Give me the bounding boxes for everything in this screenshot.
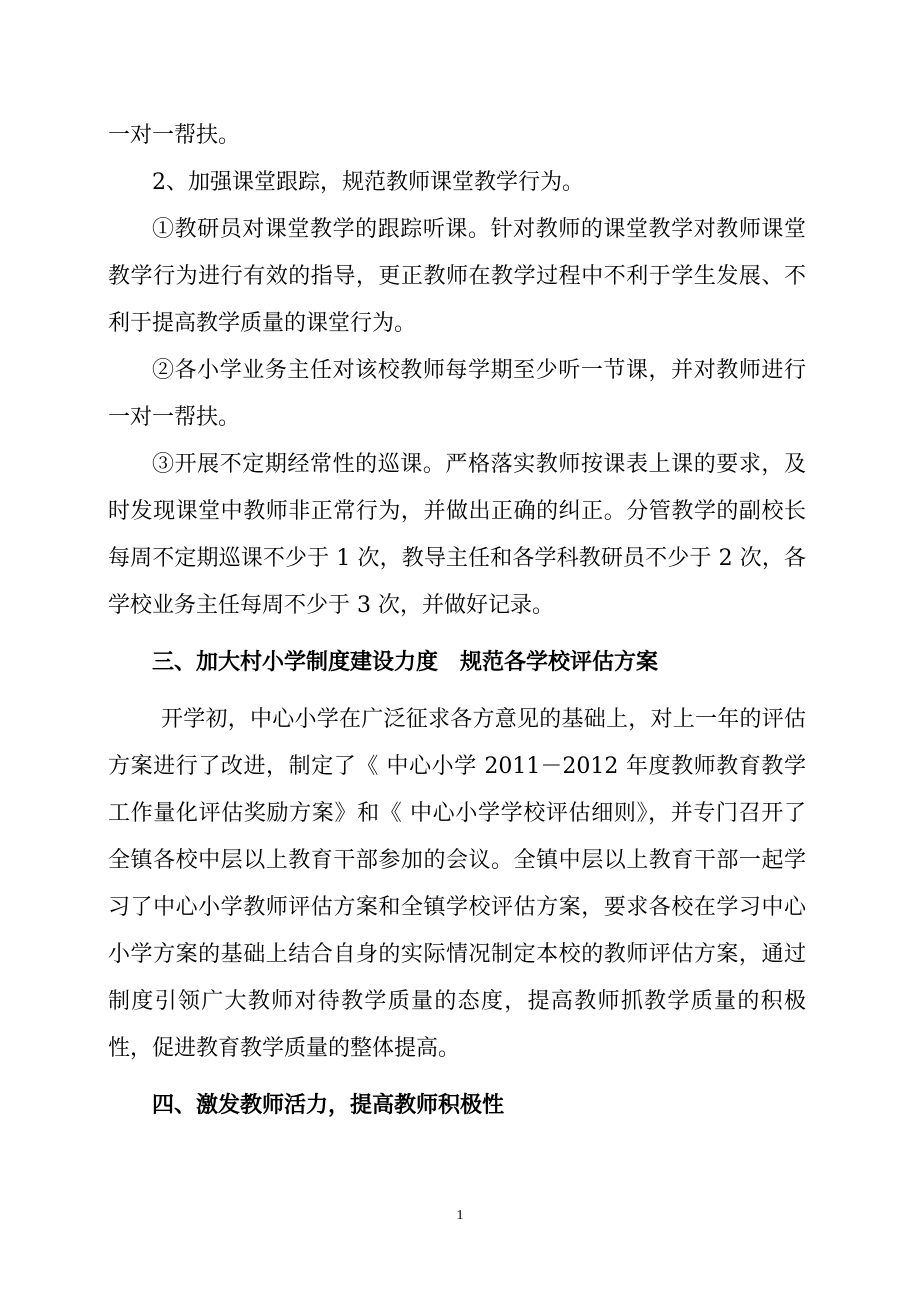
- paragraph-section-3-body: 开学初，中心小学在广泛征求各方意见的基础上，对上一年的评估方案进行了改进，制定了《 中心小学 2011－2012 年度教师教育教学工作量化评估奖励方案》和《 中心小学学校评估细则》，并专门召开了全镇各校中层以上教育干部参加的会议。全镇中层以上教育干部一起学习了中心小学教师评估方案和全镇学校评估方案，要求各校在学习中心小学方案的基础上结合自身的实际情况制定本校的教师评估方案，通过制度引领广大教师对待教学质量的态度，提高教师抓教学质量的积极性，促进教育教学质量的整体提高。: [108, 707, 806, 1061]
- paragraph-item-2: ②各小学业务主任对该校教师每学期至少听一节课，并对教师进行一对一帮扶。: [108, 358, 806, 430]
- paragraph-subsection-2: 2、加强课堂跟踪，规范教师课堂教学行为。: [152, 170, 584, 195]
- page-number: 1: [456, 1208, 464, 1223]
- paragraph-continuation: 一对一帮扶。: [108, 123, 241, 148]
- paragraph-item-1: ①教研员对课堂教学的跟踪听课。针对教师的课堂教学对教师课堂教学行为进行有效的指导，更正教师在教学过程中不利于学生发展、不利于提高教学质量的课堂行为。: [108, 217, 806, 336]
- document-body: [108, 112, 806, 1129]
- section-heading-3: 三、加大村小学制度建设力度 规范各学校评估方案: [152, 649, 659, 675]
- section-heading-4: 四、激发教师活力，提高教师积极性: [152, 1092, 505, 1118]
- paragraph-item-3: ③开展不定期经常性的巡课。严格落实教师按课表上课的要求，及时发现课堂中教师非正常行为，并做出正确的纠正。分管教学的副校长每周不定期巡课不少于 1 次，教导主任和各学科教研员不少于 2 次，各学校业务主任每周不少于 3 次，并做好记录。: [108, 452, 806, 618]
